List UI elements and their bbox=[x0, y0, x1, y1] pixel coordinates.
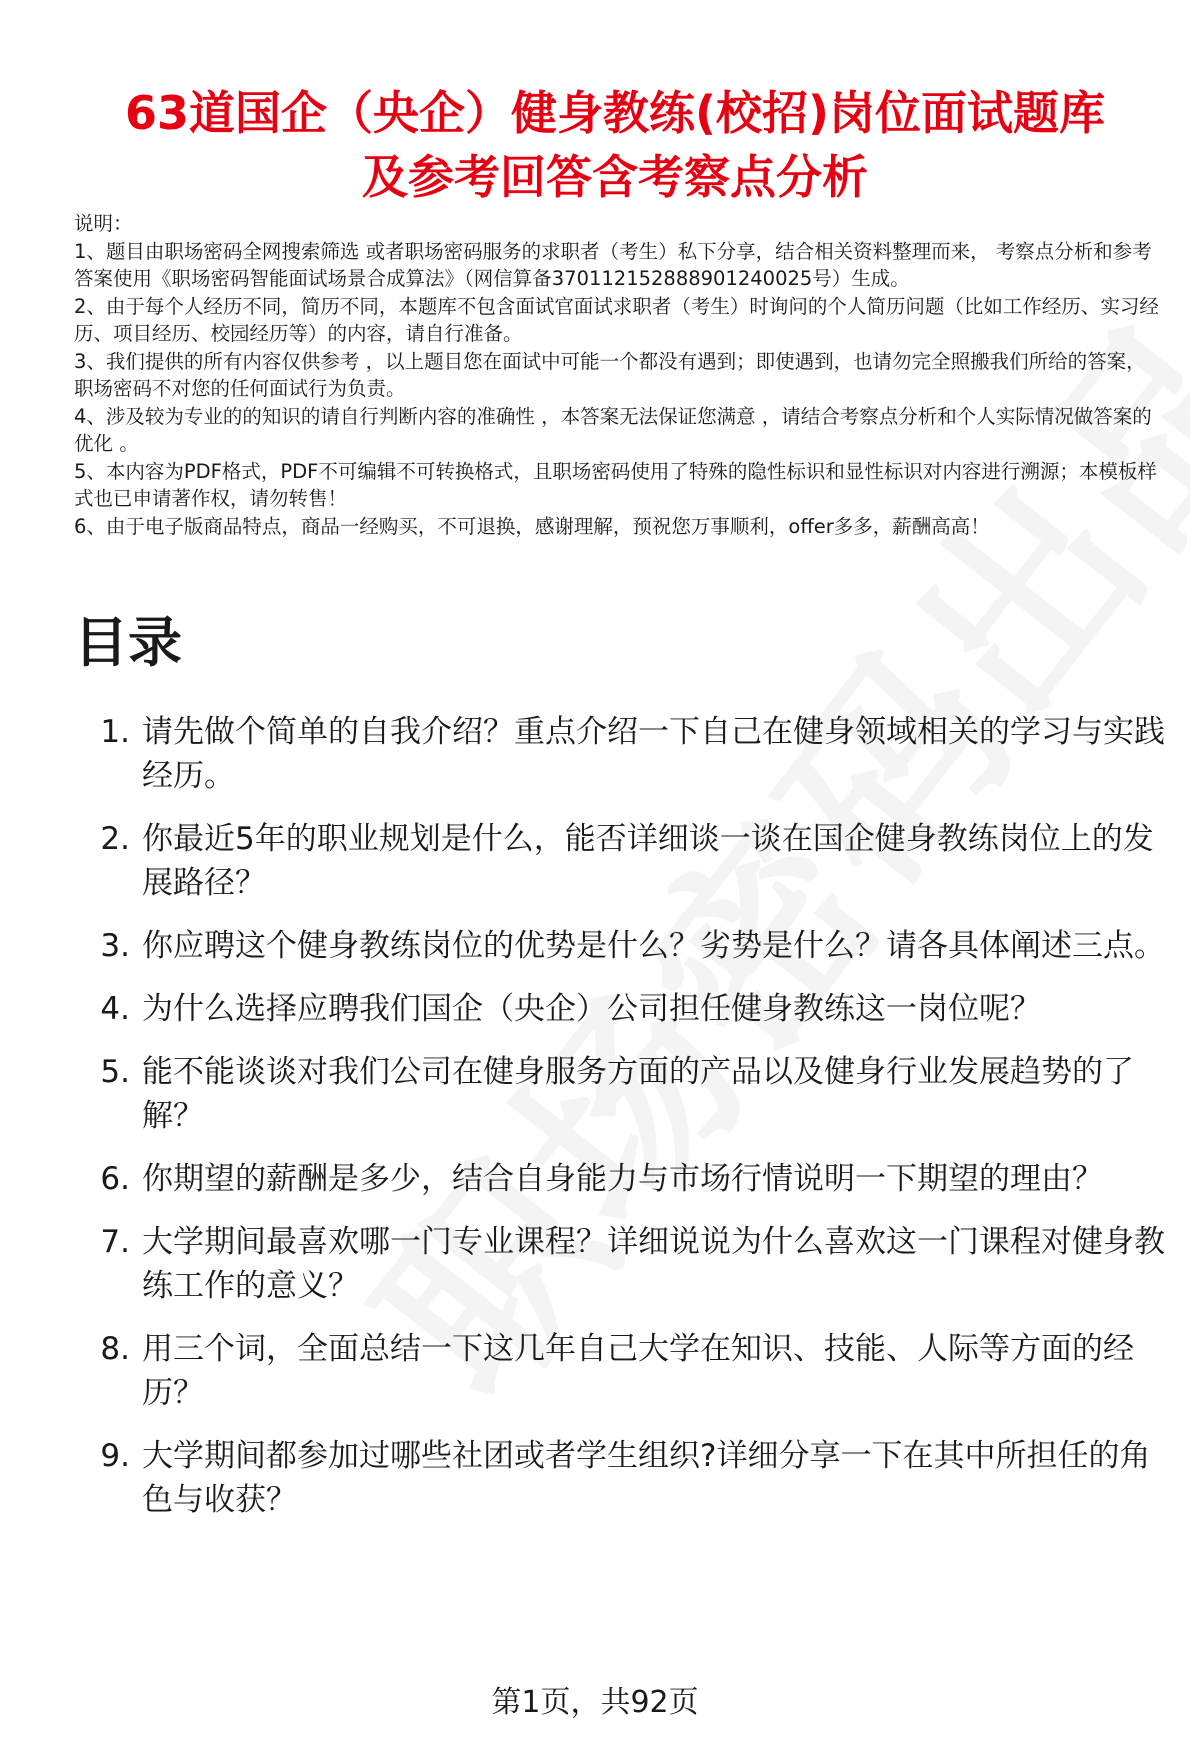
note-item: 6、由于电子版商品特点，商品一经购买，不可退换，感谢理解，预祝您万事顺利，offer多多，薪酬高高！ bbox=[74, 514, 990, 538]
toc-item[interactable] bbox=[74, 1434, 1166, 1522]
toc-item-text: 能不能谈谈对我们公司在健身服务方面的产品以及健身行业发展趋势的了解？ bbox=[142, 1054, 1134, 1134]
toc-item-text: 你期望的薪酬是多少，结合自身能力与市场行情说明一下期望的理由？ bbox=[142, 1161, 1103, 1197]
toc-item[interactable] bbox=[74, 987, 1166, 1031]
toc-item-number: 5. bbox=[100, 1054, 130, 1090]
title-line-1: 63道国企（央企）健身教练(校招)岗位面试题库 bbox=[124, 85, 1106, 140]
toc-list bbox=[74, 710, 1166, 1541]
notes-label: 说明： bbox=[74, 212, 133, 235]
note-item: 3、我们提供的所有内容仅供参考 ，以上题目您在面试中可能一个都没有遇到；即使遇到，也请勿完全照搬我们所给的答案，职场密码不对您的任何面试行为负责。 bbox=[74, 349, 1146, 400]
toc-item-text: 为什么选择应聘我们国企（央企）公司担任健身教练这一岗位呢？ bbox=[142, 991, 1041, 1027]
document-title bbox=[60, 81, 1170, 209]
toc-item-text: 大学期间都参加过哪些社团或者学生组织?详细分享一下在其中所担任的角色与收获？ bbox=[142, 1438, 1151, 1518]
note-item: 4、涉及较为专业的的知识的请自行判断内容的准确性 ，本答案无法保证您满意 ，请结合考察点分析和个人实际情况做答案的优化 。 bbox=[74, 404, 1152, 455]
toc-item[interactable] bbox=[74, 1327, 1166, 1415]
toc-item[interactable] bbox=[74, 710, 1166, 798]
note-item: 2、由于每个人经历不同，简历不同，本题库不包含面试官面试求职者（考生）时询问的个人简历问题（比如工作经历、实习经历、项目经历、校园经历等）的内容，请自行准备。 bbox=[74, 294, 1159, 345]
toc-heading: 目录 bbox=[74, 611, 182, 674]
toc-item-number: 8. bbox=[100, 1331, 130, 1367]
note-item: 5、本内容为PDF格式，PDF不可编辑不可转换格式，且职场密码使用了特殊的隐性标识和显性标识对内容进行溯源；本模板样式也已申请著作权，请勿转售！ bbox=[74, 459, 1157, 510]
notes-section bbox=[74, 210, 1164, 540]
title-line-2: 及参考回答含考察点分析 bbox=[362, 149, 868, 204]
toc-item[interactable] bbox=[74, 1050, 1166, 1138]
toc-item[interactable] bbox=[74, 1220, 1166, 1308]
toc-item-number: 6. bbox=[100, 1161, 130, 1197]
toc-item[interactable] bbox=[74, 1157, 1166, 1201]
toc-item-number: 4. bbox=[100, 991, 130, 1027]
toc-item-text: 你应聘这个健身教练岗位的优势是什么？劣势是什么？请各具体阐述三点。 bbox=[142, 928, 1165, 964]
toc-item-text: 大学期间最喜欢哪一门专业课程？详细说说为什么喜欢这一门课程对健身教练工作的意义？ bbox=[142, 1224, 1165, 1304]
toc-item-text: 用三个词，全面总结一下这几年自己大学在知识、技能、人际等方面的经历？ bbox=[142, 1331, 1134, 1411]
toc-item[interactable] bbox=[74, 817, 1166, 905]
note-item: 1、题目由职场密码全网搜索筛选 或者职场密码服务的求职者（考生）私下分享，结合相关资料整理而来， 考察点分析和参考答案使用《职场密码智能面试场景合成算法》（网信算备370112152888901240025号）生成。 bbox=[74, 239, 1152, 290]
toc-item-number: 2. bbox=[100, 821, 130, 857]
toc-item-text: 请先做个简单的自我介绍？重点介绍一下自己在健身领域相关的学习与实践经历。 bbox=[142, 714, 1165, 794]
toc-item-number: 9. bbox=[100, 1438, 130, 1474]
toc-item-text: 你最近5年的职业规划是什么，能否详细谈一谈在国企健身教练岗位上的发展路径？ bbox=[142, 821, 1154, 901]
toc-item-number: 3. bbox=[100, 928, 130, 964]
toc-item[interactable] bbox=[74, 924, 1166, 968]
page-footer: 第1页，共92页 bbox=[491, 1685, 699, 1720]
toc-item-number: 1. bbox=[100, 714, 130, 750]
toc-item-number: 7. bbox=[100, 1224, 130, 1260]
